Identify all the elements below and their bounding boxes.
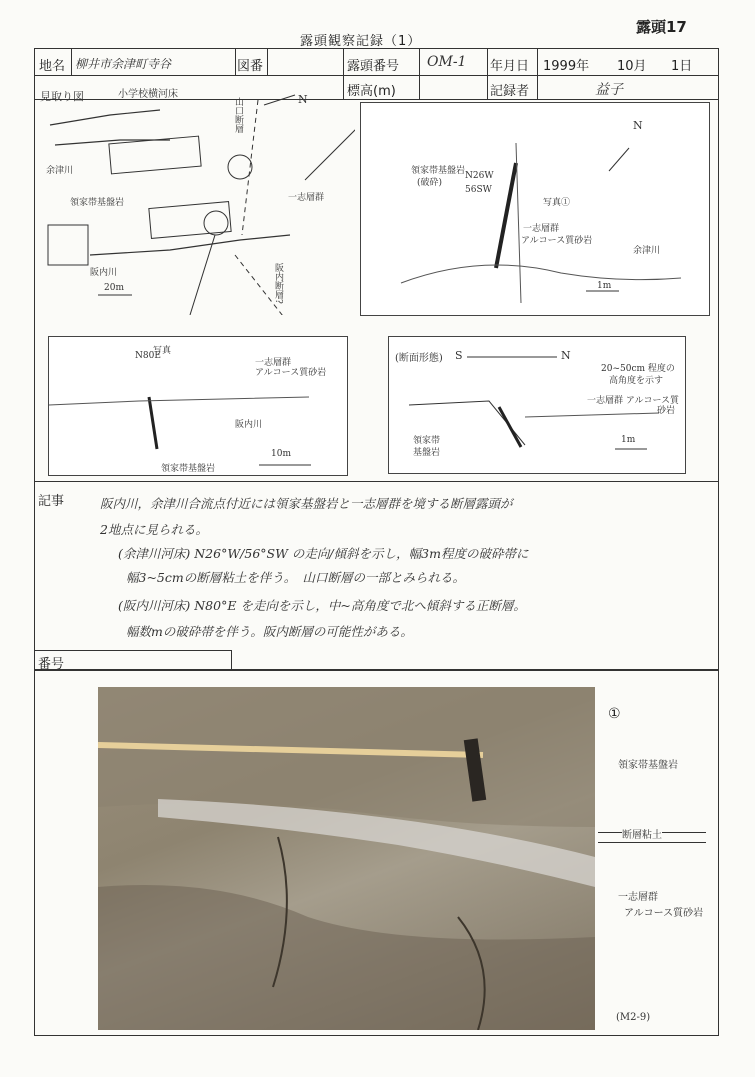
sketch2-rock-sub: (破砕): [417, 178, 443, 188]
sketch1-title: 見取り図: [40, 90, 84, 103]
photo-caption: (M2-9): [616, 1012, 651, 1023]
outcrop-number-tag: 露頭17: [636, 18, 687, 36]
notes-line: 幅3~5cmの断層粘土を伴う。 山口断層の一部とみられる。: [126, 570, 465, 585]
sketch4-rock-label: 領家帯: [413, 436, 441, 446]
sketch1-scale: 20m: [104, 283, 124, 293]
sketch1-left-river: 余津川: [46, 166, 74, 176]
sketch4-north: N: [561, 349, 571, 362]
place-value: 柳井市余津町寺谷: [75, 57, 172, 71]
sketch2-north: N: [633, 119, 643, 132]
date-label: 年月日: [490, 59, 530, 74]
sketch3-group-sub: アルコース質砂岩: [255, 368, 327, 378]
sketch3-photo-ref: 写真: [153, 346, 172, 356]
photo-mark: ①: [608, 706, 621, 722]
elevation-label: 標高(m): [347, 84, 396, 99]
outcrop-number-value: OM-1: [427, 54, 467, 70]
sketch1-bottom-river: 阪内川: [90, 268, 118, 278]
sketch3-strike: N80E: [135, 351, 161, 361]
sketch4-note-1: 20~50cm 程度の: [601, 364, 675, 374]
sketch4-group-sub: 砂岩: [657, 406, 676, 416]
notes-line: 阪内川，余津川合流点付近には領家基盤岩と一志層群を境する断層露頭が: [100, 496, 513, 511]
date-year: 1999年: [543, 59, 590, 74]
outcrop-number-label: 露頭番号: [347, 59, 400, 74]
sketch2-group-label: 一志層群: [523, 224, 560, 234]
col-divider: [267, 49, 268, 75]
recorder-label: 記録者: [490, 84, 530, 99]
sketch1-note-top: 小学校横河床: [118, 89, 178, 100]
cross-section-sketch: [388, 336, 686, 474]
notes-line: 幅数mの破砕帯を伴う。阪内断層の可能性がある。: [126, 624, 413, 639]
sketch3-group-label: 一志層群: [255, 358, 292, 368]
map-label: 図番: [237, 59, 264, 74]
notes-line: 2地点に見られる。: [100, 522, 208, 537]
number-label: 番号: [38, 657, 65, 672]
sketch1-rock-label: 領家帯基盤岩: [70, 198, 125, 208]
place-label: 地名: [39, 59, 66, 74]
col-divider: [419, 49, 420, 99]
photo-label-group-sub: アルコース質砂岩: [624, 908, 704, 919]
sketch2-river: 余津川: [633, 246, 661, 256]
col-divider: [487, 49, 488, 99]
fault-outcrop-sketch-1: [360, 102, 710, 316]
date-month: 10月: [617, 59, 647, 74]
recorder-value: 益子: [595, 82, 623, 98]
col-divider: [71, 49, 72, 75]
page-title: 露頭観察記録（1）: [300, 34, 422, 49]
photo-label-group: 一志層群: [618, 892, 658, 903]
photo-top-divider: [34, 670, 719, 671]
fault-outcrop-1-drawing: [361, 103, 709, 315]
notes-line: (余津川河床) N26°W/56°SW の走向/傾斜を示し，幅3m程度の破砕帯に: [118, 546, 529, 561]
notes-label: 記事: [38, 494, 65, 509]
notes-line: (阪内川河床) N80°E を走向を示し，中~高角度で北へ傾斜する正断層。: [118, 598, 526, 613]
sketch2-dip: 56SW: [465, 185, 492, 195]
col-divider: [537, 49, 538, 99]
clay-marker-line: [598, 842, 706, 843]
sketch4-south: S: [455, 349, 463, 362]
sketch-bottom-divider: [35, 481, 718, 482]
sketch2-scale: 1m: [597, 281, 612, 291]
sketch2-rock-label: 領家帯基盤岩: [411, 166, 466, 176]
site-map-sketch: [40, 85, 355, 315]
outcrop-photo-drawing: [98, 687, 595, 1030]
sketch1-group-label: 一志層群: [288, 193, 325, 203]
date-day: 1日: [671, 59, 693, 74]
photo-label-rock: 領家帯基盤岩: [618, 760, 678, 771]
sketch4-note-2: 高角度を示す: [609, 376, 664, 386]
col-divider: [235, 49, 236, 75]
row-divider: [35, 75, 718, 76]
sketch1-fault2-label: 阪内断層?: [273, 263, 283, 304]
sketch2-photo-ref: 写真①: [543, 198, 571, 208]
sketch2-group-sub: アルコース質砂岩: [521, 236, 593, 246]
fault-outcrop-2-drawing: [49, 337, 347, 475]
sketch3-scale: 10m: [271, 449, 291, 459]
sketch4-group-label: 一志層群 アルコース質: [587, 396, 680, 406]
sketch2-strike: N26W: [465, 171, 494, 181]
sketch1-north: N: [298, 93, 308, 106]
sketch4-title: (断面形態): [395, 353, 443, 364]
photo-label-clay: 断層粘土: [622, 826, 662, 841]
sketch3-rock-label: 領家帯基盤岩: [161, 464, 216, 474]
sketch1-fault-label: 山口断層: [233, 97, 243, 133]
sketch3-river: 阪内川: [235, 420, 263, 430]
fault-outcrop-sketch-2: [48, 336, 348, 476]
sketch4-scale: 1m: [621, 435, 636, 445]
outcrop-photo: [98, 687, 595, 1030]
sketch4-rock-sub: 基盤岩: [413, 448, 441, 458]
